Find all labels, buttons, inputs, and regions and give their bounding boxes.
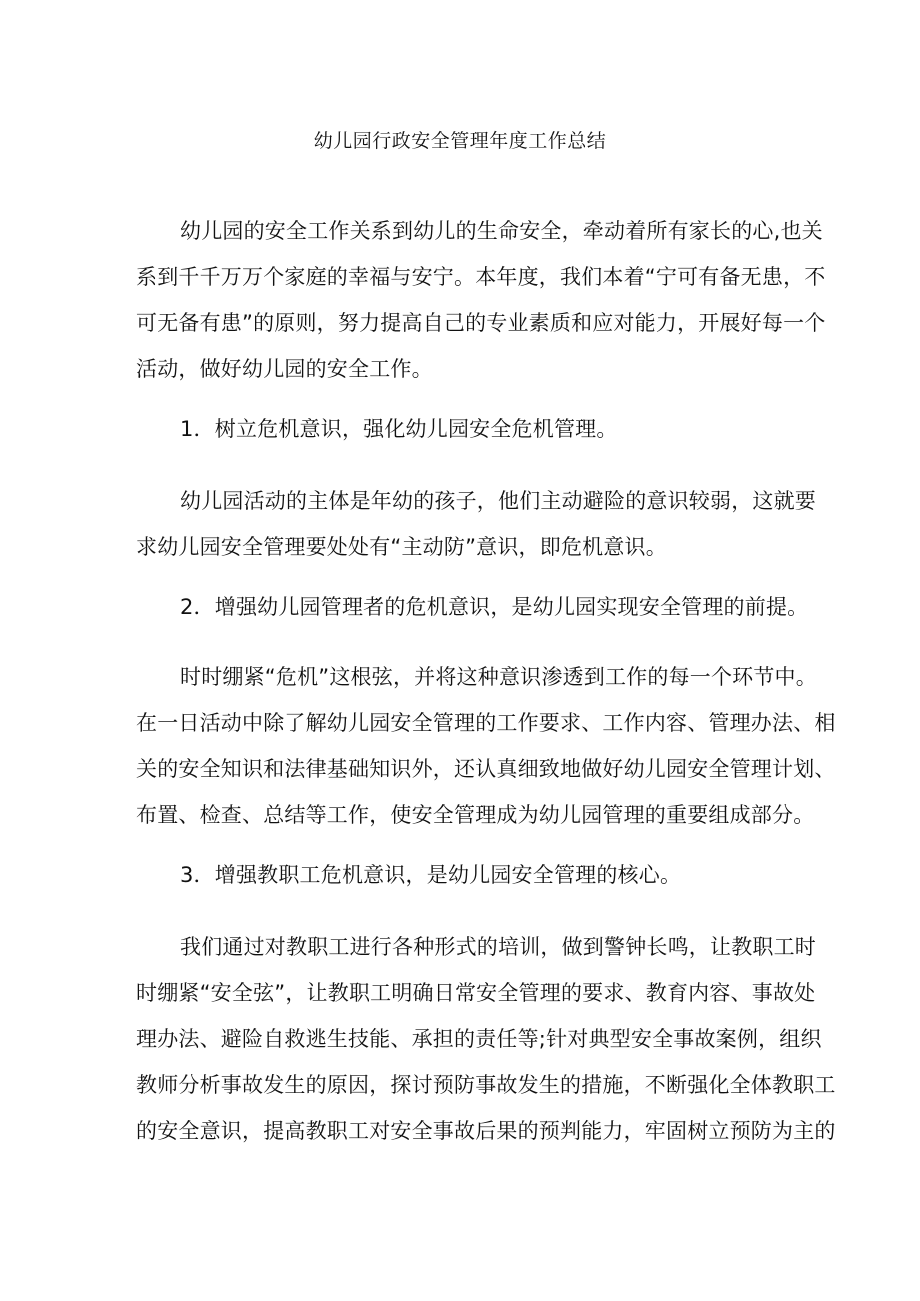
paragraph-line: 幼儿园活动的主体是年幼的孩子，他们主动避险的意识较弱，这就要 bbox=[180, 489, 816, 513]
paragraph-line: 可无备有患”的原则，努力提高自己的专业素质和应对能力，开展好每一个 bbox=[136, 311, 826, 335]
paragraph-line: 幼儿园的安全工作关系到幼儿的生命安全，牵动着所有家长的心,也关 bbox=[180, 219, 823, 243]
paragraph-line: 在一日活动中除了解幼儿园安全管理的工作要求、工作内容、管理办法、相 bbox=[136, 711, 836, 735]
paragraph-line: 系到千千万万个家庭的幸福与安宁。本年度，我们本着“宁可有备无患，不 bbox=[136, 265, 826, 289]
paragraph-line: 教师分析事故发生的原因，探讨预防事故发生的措施，不断强化全体教职工 bbox=[136, 1073, 836, 1097]
paragraph-line: 求幼儿园安全管理要处处有“主动防”意识，即危机意识。 bbox=[136, 535, 667, 559]
section-heading: 2．增强幼儿园管理者的危机意识，是幼儿园实现安全管理的前提。 bbox=[180, 595, 809, 619]
section-heading: 3．增强教职工危机意识，是幼儿园安全管理的核心。 bbox=[180, 863, 682, 887]
paragraph-line: 活动，做好幼儿园的安全工作。 bbox=[136, 357, 433, 381]
paragraph-line: 布置、检查、总结等工作，使安全管理成为幼儿园管理的重要组成部分。 bbox=[136, 803, 815, 827]
section-heading: 1．树立危机意识，强化幼儿园安全危机管理。 bbox=[180, 417, 618, 441]
paragraph-line: 的安全意识，提高教职工对安全事故后果的预判能力，牢固树立预防为主的 bbox=[136, 1119, 836, 1143]
document-title: 幼儿园行政安全管理年度工作总结 bbox=[313, 130, 607, 152]
paragraph-line: 关的安全知识和法律基础知识外，还认真细致地做好幼儿园安全管理计划、 bbox=[136, 757, 836, 781]
paragraph-line: 时绷紧“安全弦”，让教职工明确日常安全管理的要求、教育内容、事故处 bbox=[136, 981, 816, 1005]
paragraph-line: 理办法、避险自救逃生技能、承担的责任等;针对典型安全事故案例，组织 bbox=[136, 1027, 822, 1051]
paragraph-line: 我们通过对教职工进行各种形式的培训，做到警钟长鸣，让教职工时 bbox=[180, 935, 816, 959]
paragraph-line: 时时绷紧“危机”这根弦，并将这种意识渗透到工作的每一个环节中。 bbox=[180, 665, 817, 689]
